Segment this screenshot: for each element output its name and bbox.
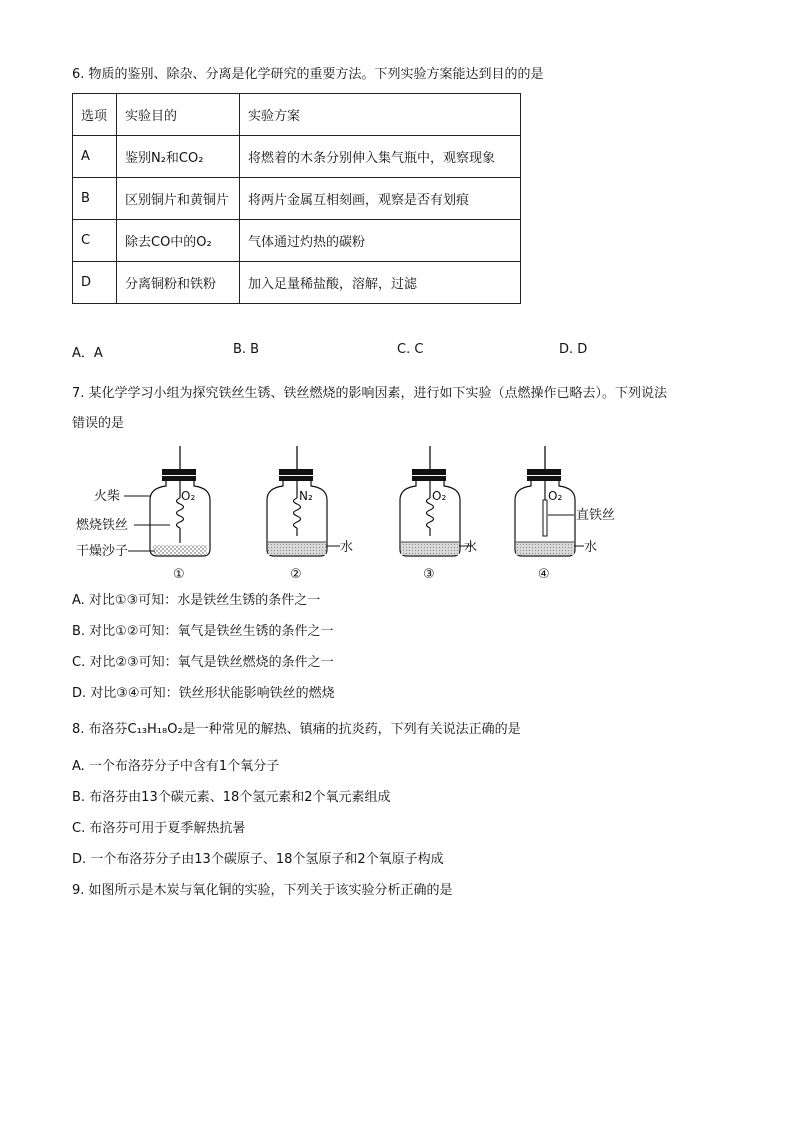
bottle-number-1: ① (173, 567, 185, 582)
q8-stem: 8. 布洛芬C₁₃H₁₈O₂是一种常见的解热、镇痛的抗炎药，下列有关说法正确的是 (72, 722, 521, 737)
q7-experiment-figure (0, 438, 794, 588)
bottle-number-3: ③ (423, 567, 435, 582)
table-row (73, 262, 521, 304)
bottle-number-2: ② (290, 567, 302, 582)
table-header-cell: 实验方案 (240, 94, 521, 136)
q7-choice-a[interactable]: A. 对比①③可知：水是铁丝生锈的条件之一 (72, 593, 321, 608)
label-match: 火柴 (94, 489, 121, 504)
q8-choice-b[interactable]: B. 布洛芬由13个碳元素、18个氢元素和2个氧元素组成 (72, 790, 391, 805)
q6-choice-a[interactable]: A．A (72, 346, 103, 361)
gas-label-2: N₂ (299, 489, 313, 503)
table-cell: B (73, 178, 117, 220)
q6-stem: 6. 物质的鉴别、除杂、分离是化学研究的重要方法。下列实验方案能达到目的的是 (72, 67, 544, 82)
label-dry-sand: 干燥沙子 (76, 544, 129, 559)
q9-stem: 9. 如图所示是木炭与氧化铜的实验，下列关于该实验分析正确的是 (72, 883, 453, 898)
q6-choice-d[interactable]: D. D (559, 342, 588, 357)
q7-choice-b[interactable]: B. 对比①②可知：氧气是铁丝生锈的条件之一 (72, 624, 334, 639)
table-cell: 将两片金属互相刻画，观察是否有划痕 (240, 178, 521, 220)
q6-choice-c[interactable]: C. C (397, 342, 424, 357)
q8-choice-d[interactable]: D. 一个布洛芬分子由13个碳原子、18个氢原子和2个氧原子构成 (72, 852, 444, 867)
table-header-cell: 选项 (73, 94, 117, 136)
table-cell: 区别铜片和黄铜片 (117, 178, 240, 220)
table-cell: C (73, 220, 117, 262)
label-water-4: 水 (584, 540, 598, 555)
table-cell: 气体通过灼热的碳粉 (240, 220, 521, 262)
gas-label-1: O₂ (181, 489, 196, 503)
table-cell: D (73, 262, 117, 304)
q7-choice-d[interactable]: D. 对比③④可知：铁丝形状能影响铁丝的燃烧 (72, 686, 335, 701)
q8-choice-c[interactable]: C. 布洛芬可用于夏季解热抗暑 (72, 821, 246, 836)
label-straight-wire: 直铁丝 (576, 508, 616, 523)
bottle-number-4: ④ (538, 567, 550, 582)
table-row (73, 220, 521, 262)
table-row (73, 136, 521, 178)
q6-options-table (72, 93, 521, 304)
table-cell: 将燃着的木条分别伸入集气瓶中，观察现象 (240, 136, 521, 178)
label-water-3: 水 (464, 540, 478, 555)
label-burning-wire: 燃烧铁丝 (76, 518, 129, 533)
table-cell: 加入足量稀盐酸，溶解，过滤 (240, 262, 521, 304)
q7-stem-line1: 7. 某化学学习小组为探究铁丝生锈、铁丝燃烧的影响因素，进行如下实验（点燃操作已略去）。下列说法 (72, 386, 668, 401)
bottle-1 (124, 446, 210, 556)
gas-label-4: O₂ (548, 489, 563, 503)
table-cell: 鉴别N₂和CO₂ (117, 136, 240, 178)
table-header-row (73, 94, 521, 136)
table-cell: A (73, 136, 117, 178)
table-cell: 分离铜粉和铁粉 (117, 262, 240, 304)
table-cell: 除去CO中的O₂ (117, 220, 240, 262)
q8-choice-a[interactable]: A. 一个布洛芬分子中含有1个氧分子 (72, 759, 280, 774)
q6-choice-b[interactable]: B. B (233, 342, 260, 357)
q7-choice-c[interactable]: C. 对比②③可知：氧气是铁丝燃烧的条件之一 (72, 655, 334, 670)
q7-stem-line2: 错误的是 (72, 416, 125, 431)
table-header-cell: 实验目的 (117, 94, 240, 136)
label-water-2: 水 (340, 540, 354, 555)
gas-label-3: O₂ (432, 489, 447, 503)
table-row (73, 178, 521, 220)
